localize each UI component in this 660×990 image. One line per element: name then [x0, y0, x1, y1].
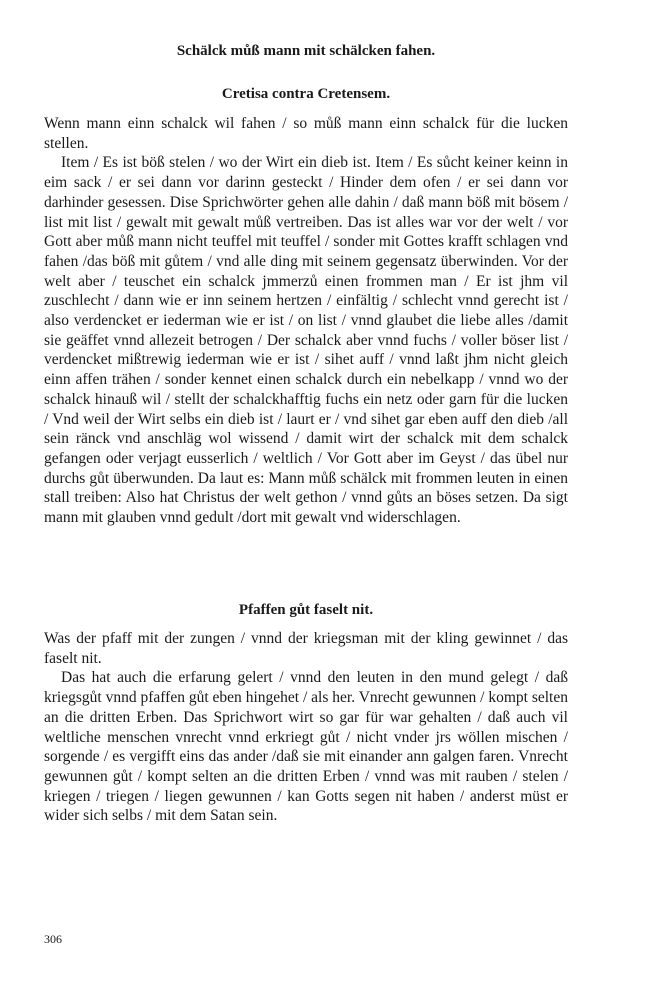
section-heading: Schälck můß mann mit schälcken fahen.	[176, 43, 436, 59]
section-body	[44, 114, 568, 528]
page-number: 306	[44, 932, 62, 946]
commentary-text: Item / Es ist böß stelen / wo der Wirt ein dieb ist. Item / Es sůcht keiner keinn in eim sack / er sei dann vor darinn gesteckt / Hinder dem ofen / er sei dann vor darhinder gesessen. Dise Sprichwörter gehen alle dahin / daß mann böß mit bösem / list mit list / gewalt mit gewalt můß vertreiben. Das ist alles war vor der welt / vor Gott aber můß mann nicht teuffel mit teuffel / sonder mit Gottes krafft schlagen vnd fahen /das böß mit gůtem / vnd alle ding mit seinem gegensatz überwinden. Vor der welt aber / teuschet ein schalck jmmerzů einen frommen man / Er ist jhm vil zuschlecht / dann wie er inn seinem hertzen / einfältig / schlecht vnnd gerecht ist / also verdencket er iederman wie er ist / on list / vnnd glaubet die liebe alles /damit sie geäffet vnnd allezeit betrogen / Der schalck aber vnnd fuchs / voller böser list / verdencket mißtrewig iederman wie er ist / sihet auff / vnnd laßt jhm nicht gleich einn affen trähen / sonder kennet einen schalck durch ein nebelkapp / vnnd wo der schalck hinauß wil / stellt der schalckhafftig fuchs ein netz oder garn für die lucken / Vnd weil der Wirt selbs ein dieb ist / laurt er / vnd sihet gar eben auff den dieb /all sein ränck vnd anschläg wol wissend / damit wirt der schalck mit dem schalck gefangen oder verjagt eusserlich / weltlich / Vor Gott aber im Geyst / das übel nur durchs gůt überwunden. Da laut es: Mann můß schälck mit frommen leuten in einen stall treiben: Also hat Christus der welt gethon / vnnd gůts an böses setzen. Da sigt mann mit glauben vnnd gedult /dort mit gewalt vnd widerschlagen.	[44, 154, 568, 527]
commentary-text: Das hat auch die erfarung gelert / vnnd den leuten in den mund gelegt / daß kriegsgůt vnnd pfaffen gůt eben hingehet / als her. Vnrecht gewunnen / kompt selten an die dritten Erben. Das Sprichwort wirt so gar für war gehalten / daß auch vil weltliche menschen vnrecht vnnd erkriegt gůt / nicht vnder jrs wöllen mischen / sorgende / es vergifft eins das ander /daß sie mit einander ann galgen faren. Vnrecht gewunnen gůt / kompt selten an die dritten Erben / vnnd was mit rauben / stelen / kriegen / triegen / liegen gewunnen / kan Gotts segen nit haben / anderst müst er wider sich selbs / mit dem Satan sein.	[44, 669, 568, 825]
section-body	[44, 629, 568, 826]
proverb-text: Wenn mann einn schalck wil fahen / so můß mann einn schalck für die lucken stellen.	[44, 115, 568, 152]
proverb-text: Was der pfaff mit der zungen / vnnd der kriegsman mit der kling gewinnet / das faselt nit.	[44, 630, 568, 667]
section-subheading: Cretisa contra Cretensem.	[221, 86, 391, 102]
section-heading: Pfaffen gůt faselt nit.	[238, 602, 374, 618]
